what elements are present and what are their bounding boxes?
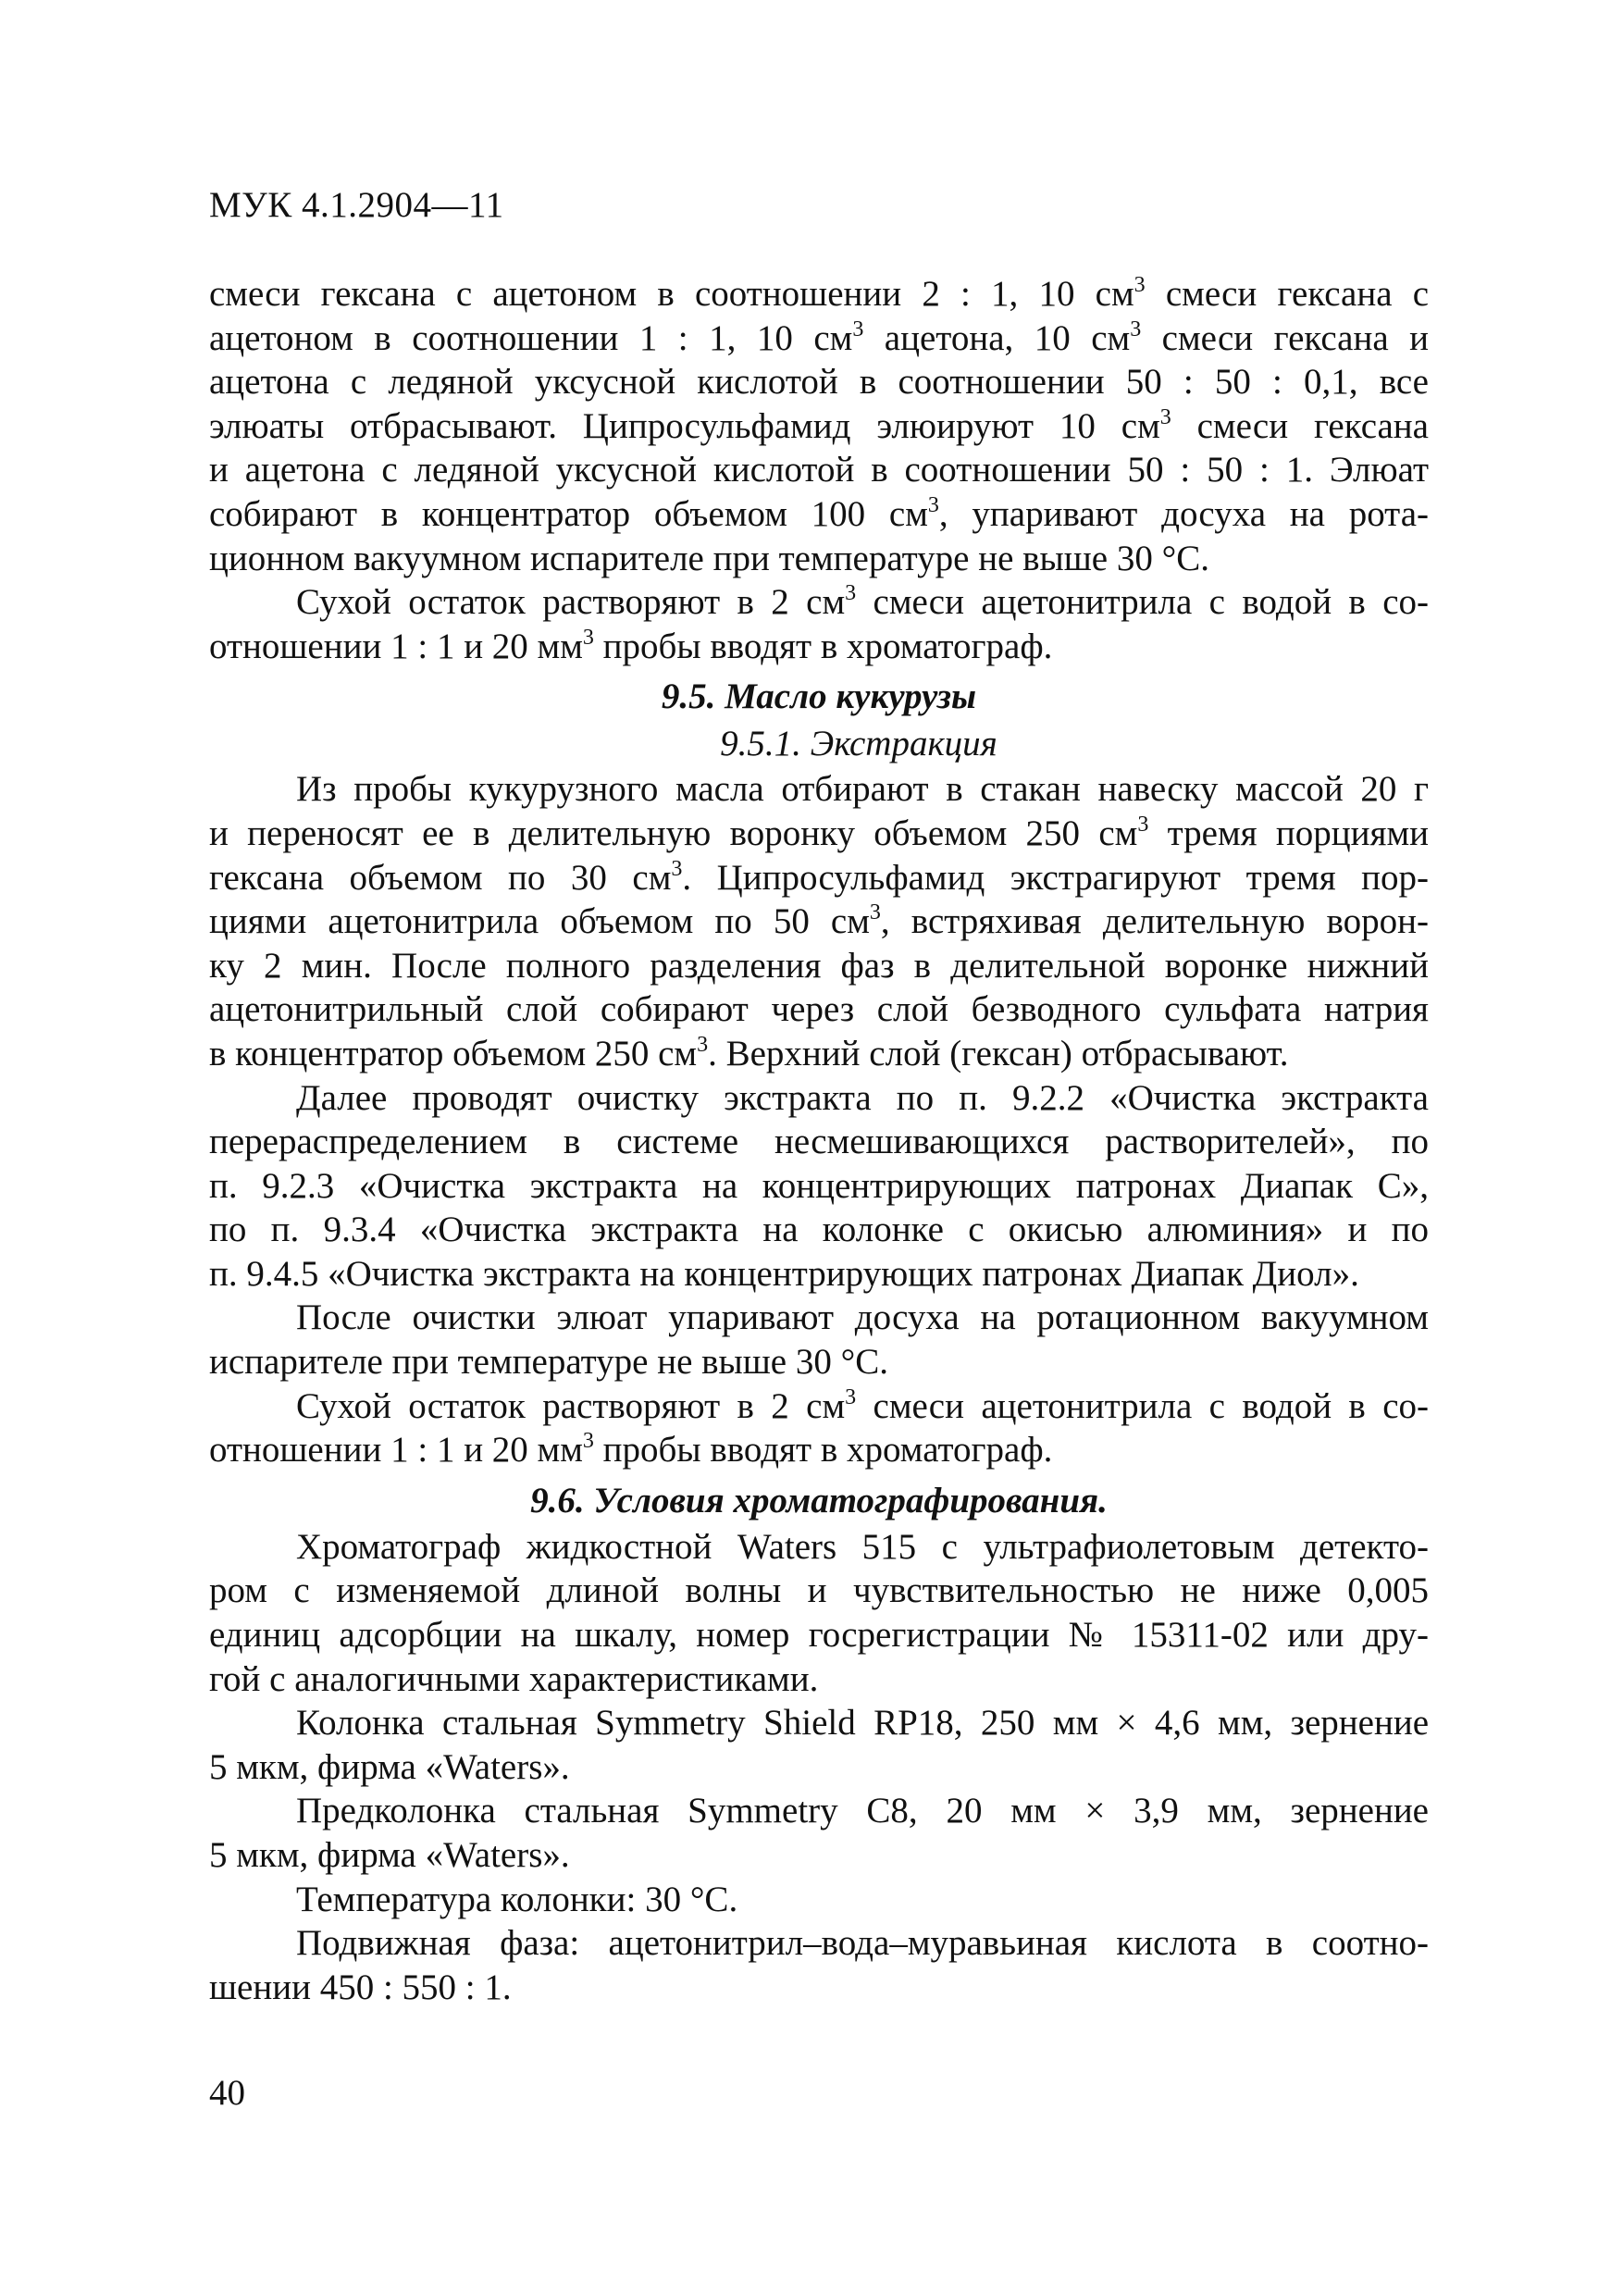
text-line: После очистки элюат упаривают досуха на ротационном вакуумном bbox=[296, 1297, 1429, 1338]
text-line: и переносят ее в делительную воронку объемом 250 $см^3$ тремя порциями bbox=[209, 813, 1429, 853]
text-line: испарителе при температуре не выше 30 °С. bbox=[209, 1342, 888, 1383]
text-line: ционном вакуумном испарителе при температуре не выше 30 °С. bbox=[209, 538, 1209, 578]
text-line: Температура колонки: 30 °С. bbox=[296, 1879, 738, 1919]
text-line: шении 450 : 550 : 1. bbox=[209, 1967, 512, 2007]
text-line: отношении 1 : 1 и 20 $мм^3$ пробы вводят в хроматограф. bbox=[209, 625, 1053, 666]
text-line: единиц адсорбции на шкалу, номер госрегистрации № 15311-02 или дру- bbox=[209, 1615, 1429, 1656]
text-line: Далее проводят очистку экстракта по п. 9.2.2 «Очистка экстракта bbox=[296, 1077, 1429, 1118]
section-heading-9-5 bbox=[209, 673, 1429, 721]
subheading-text: 9.5.1. Экстракция bbox=[720, 724, 997, 764]
text-line: п. 9.2.3 «Очистка экстракта на концентрирующих патронах Диапак С», bbox=[209, 1165, 1429, 1206]
page-content bbox=[209, 272, 1429, 2009]
text-line: Сухой остаток растворяют в 2 $см^3$ смеси ацетонитрила с водой в со- bbox=[296, 1384, 1430, 1426]
text-line: элюаты отбрасывают. Ципросульфамид элюируют 10 $см^3$ смеси гексана bbox=[209, 404, 1429, 446]
text-line: ацетонитрильный слой собирают через слой безводного сульфата натрия bbox=[209, 989, 1429, 1030]
text-line: Хроматограф жидкостной Waters 515 с ультрафиолетовым детекто- bbox=[296, 1526, 1429, 1567]
document-code-header: МУК 4.1.2904—11 bbox=[209, 185, 504, 225]
text-line: Колонка стальная Symmetry Shield RP18, 250 мм × 4,6 мм, зернение bbox=[296, 1703, 1429, 1744]
text-line: Из пробы кукурузного масла отбирают в стакан навеску массой 20 г bbox=[296, 769, 1429, 810]
text-line: ацетоном в соотношении 1 : 1, 10 $см^3$ ацетона, 10 $см^3$ смеси гексана и bbox=[209, 316, 1430, 358]
text-line: 5 мкм, фирма «Waters». bbox=[209, 1835, 570, 1875]
text-line: п. 9.4.5 «Очистка экстракта на концентрирующих патронах Диапак Диол». bbox=[209, 1253, 1359, 1294]
text-line: Подвижная фаза: ацетонитрил–вода–муравьиная кислота в соотно- bbox=[296, 1923, 1429, 1964]
text-line: по п. 9.3.4 «Очистка экстракта на колонке с окисью алюминия» и по bbox=[209, 1210, 1429, 1250]
text-line: перераспределением в системе несмешивающихся растворителей», по bbox=[209, 1122, 1429, 1162]
text-line: собирают в концентратор объемом 100 $см^3$, упаривают досуха на рота- bbox=[209, 493, 1430, 534]
page-number: 40 bbox=[209, 2073, 245, 2113]
text-line: ацетона с ледяной уксусной кислотой в соотношении 50 : 50 : 0,1, все bbox=[209, 362, 1429, 403]
section-heading-9-6 bbox=[209, 1477, 1429, 1525]
heading-text: 9.6. Условия хроматографирования. bbox=[530, 1480, 1108, 1520]
paragraph-continued bbox=[209, 272, 1429, 668]
text-line: 5 мкм, фирма «Waters». bbox=[209, 1746, 570, 1787]
text-line: Предколонка стальная Symmetry C8, 20 мм × 3,9 мм, зернение bbox=[296, 1791, 1429, 1831]
text-line: Сухой остаток растворяют в 2 $см^3$ смеси ацетонитрила с водой в со- bbox=[296, 581, 1430, 623]
section-9-6-body bbox=[209, 1525, 1429, 2010]
text-line: и ацетона с ледяной уксусной кислотой в соотношении 50 : 50 : 1. Элюат bbox=[209, 450, 1429, 490]
text-line: ку 2 мин. После полного разделения фаз в делительной воронке нижний bbox=[209, 945, 1429, 986]
heading-text: 9.5. Масло кукурузы bbox=[661, 676, 977, 717]
text-line: ром с изменяемой длиной волны и чувствительностью не ниже 0,005 bbox=[209, 1570, 1429, 1611]
text-line: отношении 1 : 1 и 20 $мм^3$ пробы вводят в хроматограф. bbox=[209, 1429, 1053, 1471]
text-line: циями ацетонитрила объемом по 50 $см^3$, встряхивая делительную ворон- bbox=[209, 900, 1430, 942]
section-9-5-body bbox=[209, 767, 1429, 1472]
text-line: смеси гексана с ацетоном в соотношении 2 : 1, 10 $см^3$ смеси гексана с bbox=[209, 273, 1430, 314]
text-line: в концентратор объемом 250 $см^3$. Верхний слой (гексан) отбрасывают. bbox=[209, 1033, 1289, 1074]
text-line: гексана объемом по 30 $см^3$. Ципросульфамид экстрагируют тремя пор- bbox=[209, 856, 1429, 898]
subsection-heading-9-5-1 bbox=[209, 721, 1429, 767]
text-line: гой с аналогичными характеристиками. bbox=[209, 1658, 819, 1699]
